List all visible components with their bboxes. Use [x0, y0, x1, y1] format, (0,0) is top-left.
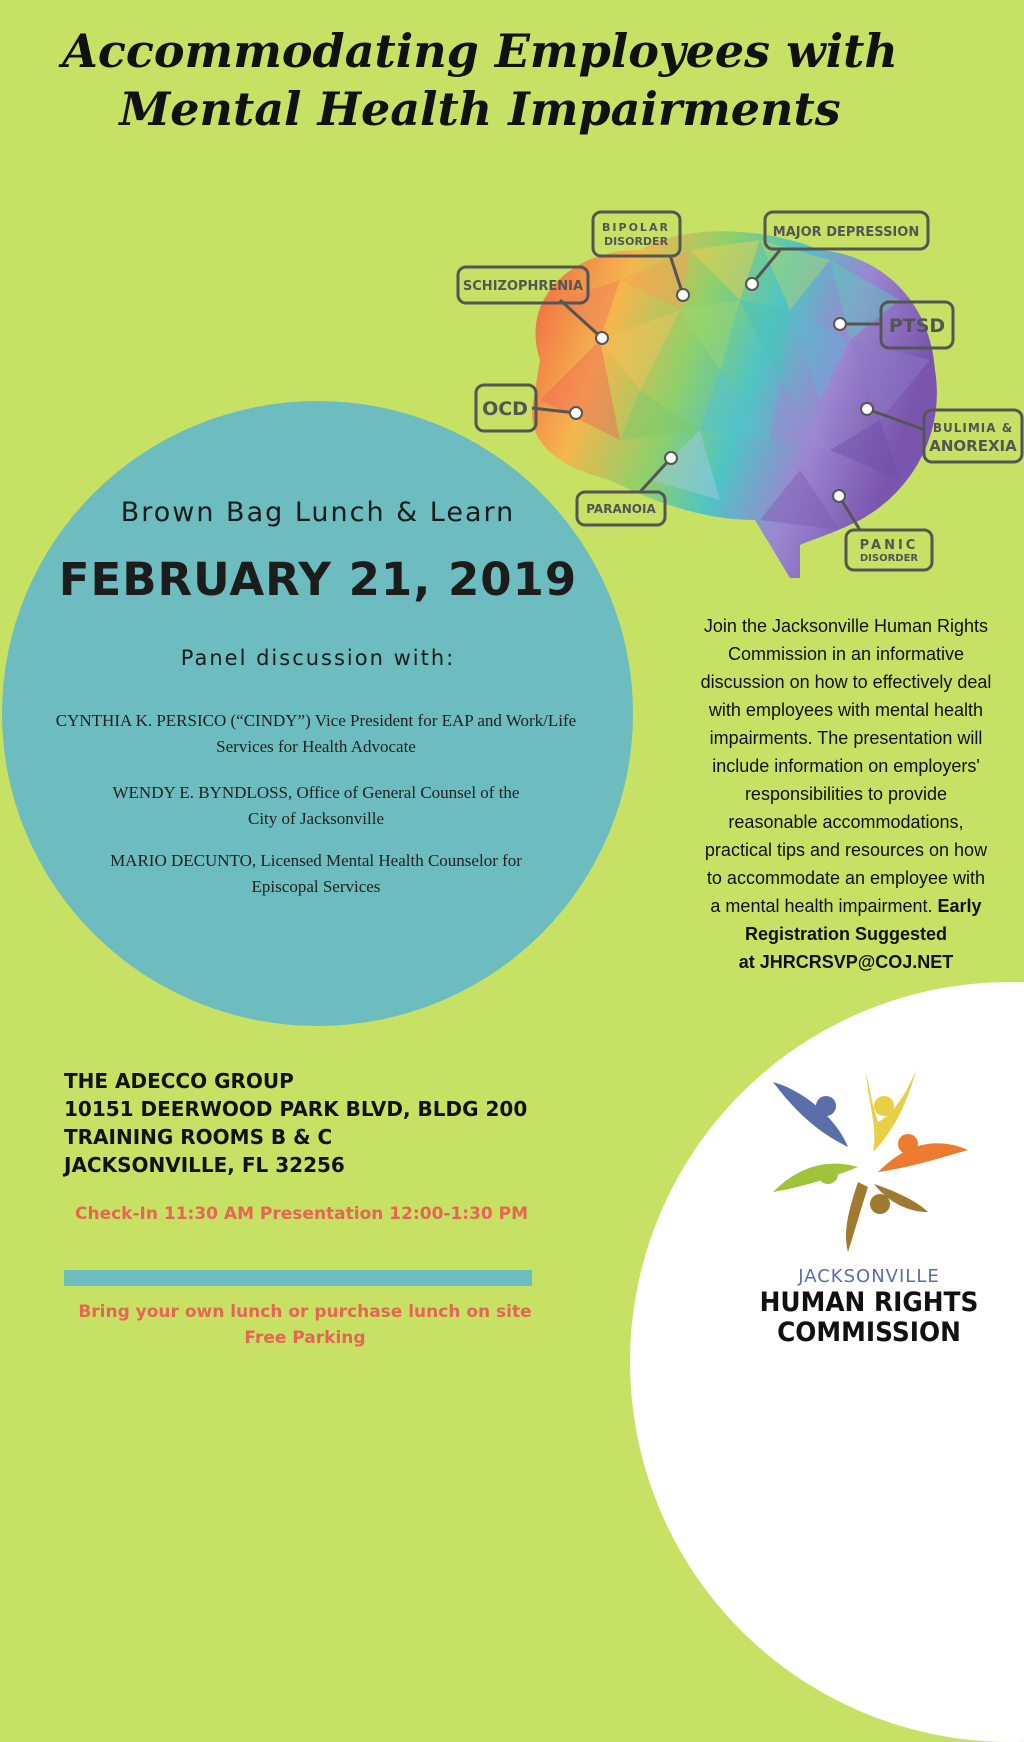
- event-type: Brown Bag Lunch & Learn: [120, 497, 516, 528]
- event-description: Join the Jacksonville Human Rights Commission in an informative discussion on how to effectively deal with employees with mental health impairments. The presentation will include information on employers' responsibilities to provide reasonable accommodations, practical tips and resources on how to accommodate an employee with a mental health impairment. Early Registration Suggested at JHRCRSVP@COJ.NET: [700, 616, 992, 972]
- location-address: THE ADECCO GROUP 10151 DEERWOOD PARK BLVD, BLDG 200 TRAINING ROOMS B & C JACKSONVILLE, FL 32256: [64, 1069, 528, 1177]
- page-title: [0, 22, 960, 138]
- label-schizophrenia: SCHIZOPHRENIA: [462, 279, 584, 294]
- label-bulimia-2: ANOREXIA: [929, 437, 1017, 455]
- panelist: WENDY E. BYNDLOSS, Office of General Counsel of the City of Jacksonville: [112, 783, 520, 828]
- label-bipolar-2: DISORDER: [603, 235, 669, 248]
- label-panic-2: DISORDER: [859, 553, 919, 564]
- lunch-note: Bring your own lunch or purchase lunch on site: [78, 1302, 532, 1322]
- title-line-2: Mental Health Impairments: [119, 82, 841, 136]
- label-ocd: OCD: [482, 398, 528, 420]
- logo-text-main: HUMAN RIGHTS COMMISSION: [759, 1287, 979, 1348]
- label-panic-1: PANIC: [859, 538, 919, 553]
- label-paranoia: PARANOIA: [586, 502, 656, 516]
- brain-illustration: [452, 200, 1024, 590]
- label-bulimia-1: BULIMIA &: [932, 421, 1014, 435]
- panel-heading: Panel discussion with:: [180, 646, 456, 670]
- schedule-times: Check-In 11:30 AM Presentation 12:00-1:30 PM: [75, 1204, 529, 1224]
- label-bipolar-1: BIPOLAR: [602, 221, 670, 234]
- logo-text-jacksonville: JACKSONVILLE: [798, 1266, 940, 1287]
- divider-bar: [64, 1270, 532, 1286]
- title-line-1: Accommodating Employees with: [62, 24, 898, 78]
- rsvp-email: at JHRCRSVP@COJ.NET: [738, 952, 954, 972]
- event-date: FEBRUARY 21, 2019: [58, 553, 578, 606]
- panelist: MARIO DECUNTO, Licensed Mental Health Counselor for Episcopal Services: [110, 851, 522, 896]
- parking-note: Free Parking: [244, 1328, 366, 1348]
- label-ptsd: PTSD: [888, 315, 946, 337]
- label-major-depression: MAJOR DEPRESSION: [772, 225, 920, 240]
- panelist: CYNTHIA K. PERSICO (“CINDY”) Vice President for EAP and Work/Life Services for Health Advocate: [55, 711, 577, 756]
